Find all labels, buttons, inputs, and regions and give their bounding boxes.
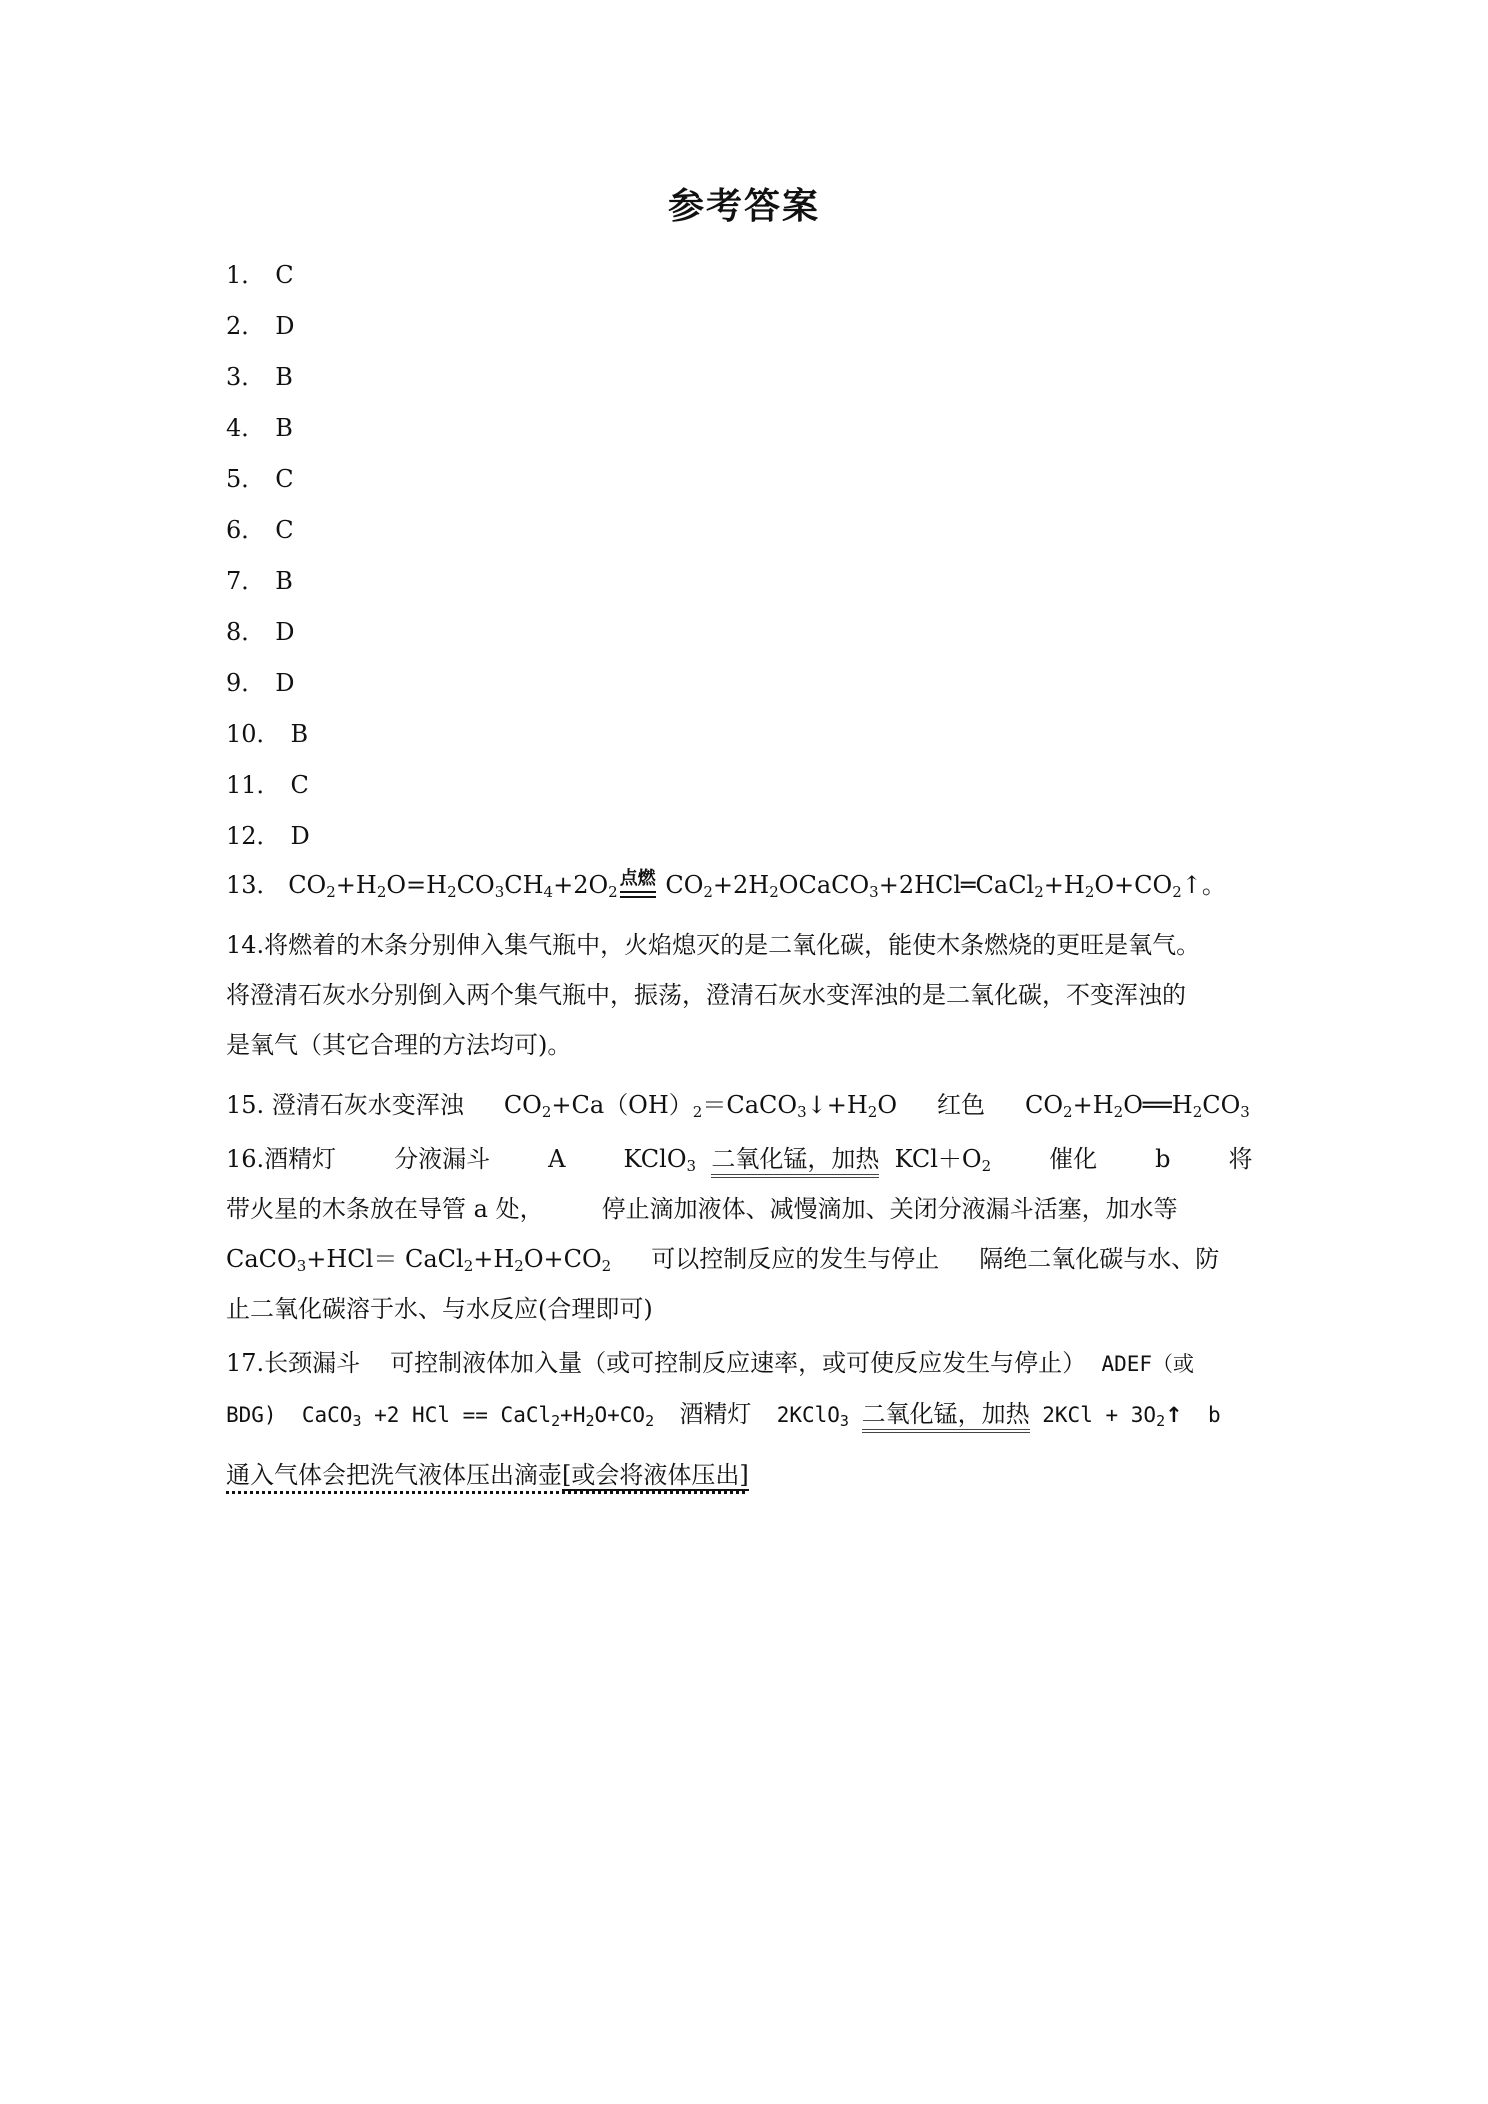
reaction-condition — [618, 869, 658, 910]
subscript: 2 — [1172, 883, 1182, 901]
subscript: 2 — [1113, 1103, 1124, 1121]
question-number: 13． — [226, 871, 281, 899]
subscript: 3 — [494, 883, 505, 901]
answer-line — [226, 1020, 1266, 1070]
subscript: 2 — [645, 1412, 655, 1430]
reaction-condition: 二氧化锰，加热 — [862, 1400, 1030, 1433]
answer-16 — [226, 1134, 1266, 1334]
answer-item — [226, 607, 1266, 658]
answer-text: ADEF（或 — [1101, 1352, 1195, 1376]
answer-item — [226, 505, 1266, 556]
formula-text: 2KClO — [776, 1403, 840, 1427]
answer-number: 7． — [226, 567, 266, 595]
subscript: 3 — [352, 1412, 362, 1430]
answer-number: 6． — [226, 516, 266, 544]
formula-text: ↑。 — [1181, 871, 1226, 899]
formula-text: +Ca（OH） — [551, 1091, 693, 1119]
formula-text: CO — [1202, 1091, 1241, 1119]
answer-text: 分液漏斗 — [394, 1145, 491, 1173]
answer-number: 11． — [226, 771, 281, 799]
question-number: 14. — [226, 931, 265, 959]
answer-text: 红色 — [937, 1091, 985, 1119]
answer-15 — [226, 1080, 1266, 1130]
formula-text: CaCO — [301, 1403, 353, 1427]
answer-number: 9． — [226, 669, 266, 697]
formula-text: CO — [665, 871, 704, 899]
answer-number: 10． — [226, 720, 281, 748]
subscript: 2 — [585, 1412, 595, 1430]
answer-line — [226, 920, 1266, 970]
answer-text: 带火星的木条放在导管 a 处， — [226, 1195, 544, 1223]
answer-item — [226, 811, 1266, 862]
answer-number: 12． — [226, 822, 281, 850]
answer-item — [226, 658, 1266, 709]
answer-choice: C — [275, 465, 294, 493]
question-number: 17. — [226, 1349, 265, 1377]
subscript: 2 — [692, 1103, 703, 1121]
subscript: 2 — [769, 883, 779, 901]
answer-choice: B — [275, 363, 293, 391]
question-number: 15. — [226, 1091, 265, 1119]
subscript: 2 — [541, 1103, 552, 1121]
subscript: 2 — [326, 883, 336, 901]
answer-text: 长颈漏斗 — [264, 1349, 361, 1377]
subscript: 2 — [1192, 1103, 1203, 1121]
subscript: 2 — [1063, 1103, 1073, 1121]
up-arrow-icon: ↑ — [1165, 1403, 1183, 1427]
answer-item — [226, 709, 1266, 760]
answer-choice: B — [275, 567, 293, 595]
formula-text: +HCl＝ CaCl — [306, 1245, 464, 1273]
answer-item — [226, 403, 1266, 454]
answer-number: 1． — [226, 261, 266, 289]
answer-text: 酒精灯 — [679, 1400, 752, 1428]
answer-text: 将燃着的木条分别伸入集气瓶中，火焰熄灭的是二氧化碳，能使木条燃烧的更旺是氧气。 — [264, 931, 1201, 959]
answer-line — [226, 1450, 1266, 1500]
formula-text: +H — [1043, 871, 1085, 899]
condition-label: 点燃 — [619, 868, 656, 889]
answer-text: 是氧气（其它合理的方法均可)。 — [226, 1031, 572, 1059]
formula-text: +2HCl═CaCl — [878, 871, 1035, 899]
answer-line — [226, 1234, 1266, 1284]
answer-list — [226, 250, 1266, 862]
subscript: 2 — [463, 1257, 474, 1275]
answer-choice: D — [275, 312, 295, 340]
answer-text: 酒精灯 — [264, 1145, 337, 1173]
formula-text: CO — [1025, 1091, 1064, 1119]
subscript: 2 — [1034, 883, 1044, 901]
formula-text: +H — [473, 1245, 515, 1273]
answer-item — [226, 760, 1266, 811]
subscript: 2 — [514, 1257, 524, 1275]
answer-text: 可控制液体加入量（或可控制反应速率，或可使反应发生与停止） — [390, 1349, 1087, 1377]
formula-text: +2O — [553, 871, 609, 899]
answer-text: b — [1208, 1403, 1221, 1427]
subscript: 4 — [543, 883, 554, 901]
answer-line — [226, 970, 1266, 1020]
formula-text: CO — [503, 1091, 542, 1119]
answer-text: 止二氧化碳溶于水、与水反应(合理即可) — [226, 1295, 653, 1323]
answer-13 — [226, 860, 1266, 910]
subscript: 2 — [551, 1412, 561, 1430]
reaction-condition: 二氧化锰，加热 — [711, 1145, 879, 1178]
answer-text: 可以控制反应的发生与停止 — [651, 1245, 940, 1273]
subscript: 2 — [703, 883, 713, 901]
subscript: 3 — [797, 1103, 807, 1121]
formula-text: CH — [504, 871, 544, 899]
subscript: 2 — [447, 883, 457, 901]
formula-text: O — [877, 1091, 897, 1119]
formula-text: ↓+H — [806, 1091, 868, 1119]
answer-text: 将 — [1228, 1145, 1253, 1173]
subscript: 2 — [608, 883, 618, 901]
formula-text: O+CO — [523, 1245, 602, 1273]
answer-item — [226, 352, 1266, 403]
answer-text: 通入气体会把洗气液体压出滴壶 — [226, 1461, 562, 1489]
answer-choice: C — [275, 516, 294, 544]
formula-text: CO — [288, 871, 327, 899]
answer-choice: D — [275, 669, 295, 697]
answer-item — [226, 250, 1266, 301]
answer-line — [226, 1134, 1266, 1184]
formula-text: +H — [335, 871, 377, 899]
answer-text: A — [548, 1145, 566, 1173]
answer-number: 3． — [226, 363, 266, 391]
answer-17 — [226, 1338, 1266, 1500]
formula-text: 2KCl + 3O — [1042, 1403, 1157, 1427]
subscript: 2 — [601, 1257, 612, 1275]
formula-text: +2 HCl == CaCl — [361, 1403, 552, 1427]
answer-text: 停止滴加液体、减慢滴加、关闭分液漏斗活塞，加水等 — [601, 1195, 1178, 1223]
subscript: 3 — [1240, 1103, 1250, 1121]
subscript: 3 — [839, 1412, 849, 1430]
formula-text: ＝CaCO — [702, 1091, 798, 1119]
answer-number: 4． — [226, 414, 266, 442]
formula-text: O=H — [386, 871, 448, 899]
formula-text: KClO — [623, 1145, 687, 1173]
answer-number: 5． — [226, 465, 266, 493]
answer-14 — [226, 920, 1266, 1070]
answer-choice: C — [290, 771, 309, 799]
answer-text: [或会将液体压出] — [562, 1461, 749, 1489]
formula-text: O+CO — [1094, 871, 1173, 899]
formula-text: OCaCO — [778, 871, 870, 899]
formula-text: +2H — [712, 871, 770, 899]
formula-text: O══H — [1123, 1091, 1193, 1119]
question-number: 16. — [226, 1145, 265, 1173]
subscript: 2 — [981, 1157, 992, 1175]
formula-text: +H — [560, 1403, 586, 1427]
answer-choice: B — [275, 414, 293, 442]
answer-number: 2． — [226, 312, 266, 340]
subscript: 2 — [1156, 1412, 1166, 1430]
answer-text: 催化 — [1049, 1145, 1098, 1173]
subscript: 3 — [686, 1157, 697, 1175]
answer-line — [226, 1284, 1266, 1334]
formula-text: CO — [456, 871, 495, 899]
answer-text: 隔绝二氧化碳与水、防 — [979, 1245, 1220, 1273]
formula-text: O+CO — [594, 1403, 646, 1427]
answer-text: 澄清石灰水变浑浊 — [271, 1091, 464, 1119]
answer-line — [226, 1338, 1266, 1389]
subscript: 2 — [376, 883, 387, 901]
answer-item — [226, 454, 1266, 505]
answer-choice: D — [290, 822, 310, 850]
subscript: 3 — [869, 883, 879, 901]
formula-text: +H — [1072, 1091, 1114, 1119]
answer-line — [226, 1184, 1266, 1234]
subscript: 2 — [867, 1103, 878, 1121]
answer-item — [226, 301, 1266, 352]
answer-text: BDG) — [226, 1403, 277, 1427]
formula-text: CaCO — [226, 1245, 297, 1273]
answer-number: 8． — [226, 618, 266, 646]
answer-choice: C — [275, 261, 294, 289]
answer-line — [226, 1389, 1266, 1440]
answer-text: 将澄清石灰水分别倒入两个集气瓶中，振荡，澄清石灰水变浑浊的是二氧化碳，不变浑浊的 — [226, 981, 1186, 1009]
formula-text: KCl＋O — [894, 1145, 982, 1173]
answer-text: b — [1155, 1145, 1171, 1173]
answer-choice: D — [275, 618, 295, 646]
equals-sign — [620, 891, 656, 898]
subscript: 2 — [1084, 883, 1095, 901]
answer-choice: B — [290, 720, 309, 748]
page-title: 参考答案 — [667, 186, 820, 227]
answer-item — [226, 556, 1266, 607]
subscript: 3 — [296, 1257, 307, 1275]
